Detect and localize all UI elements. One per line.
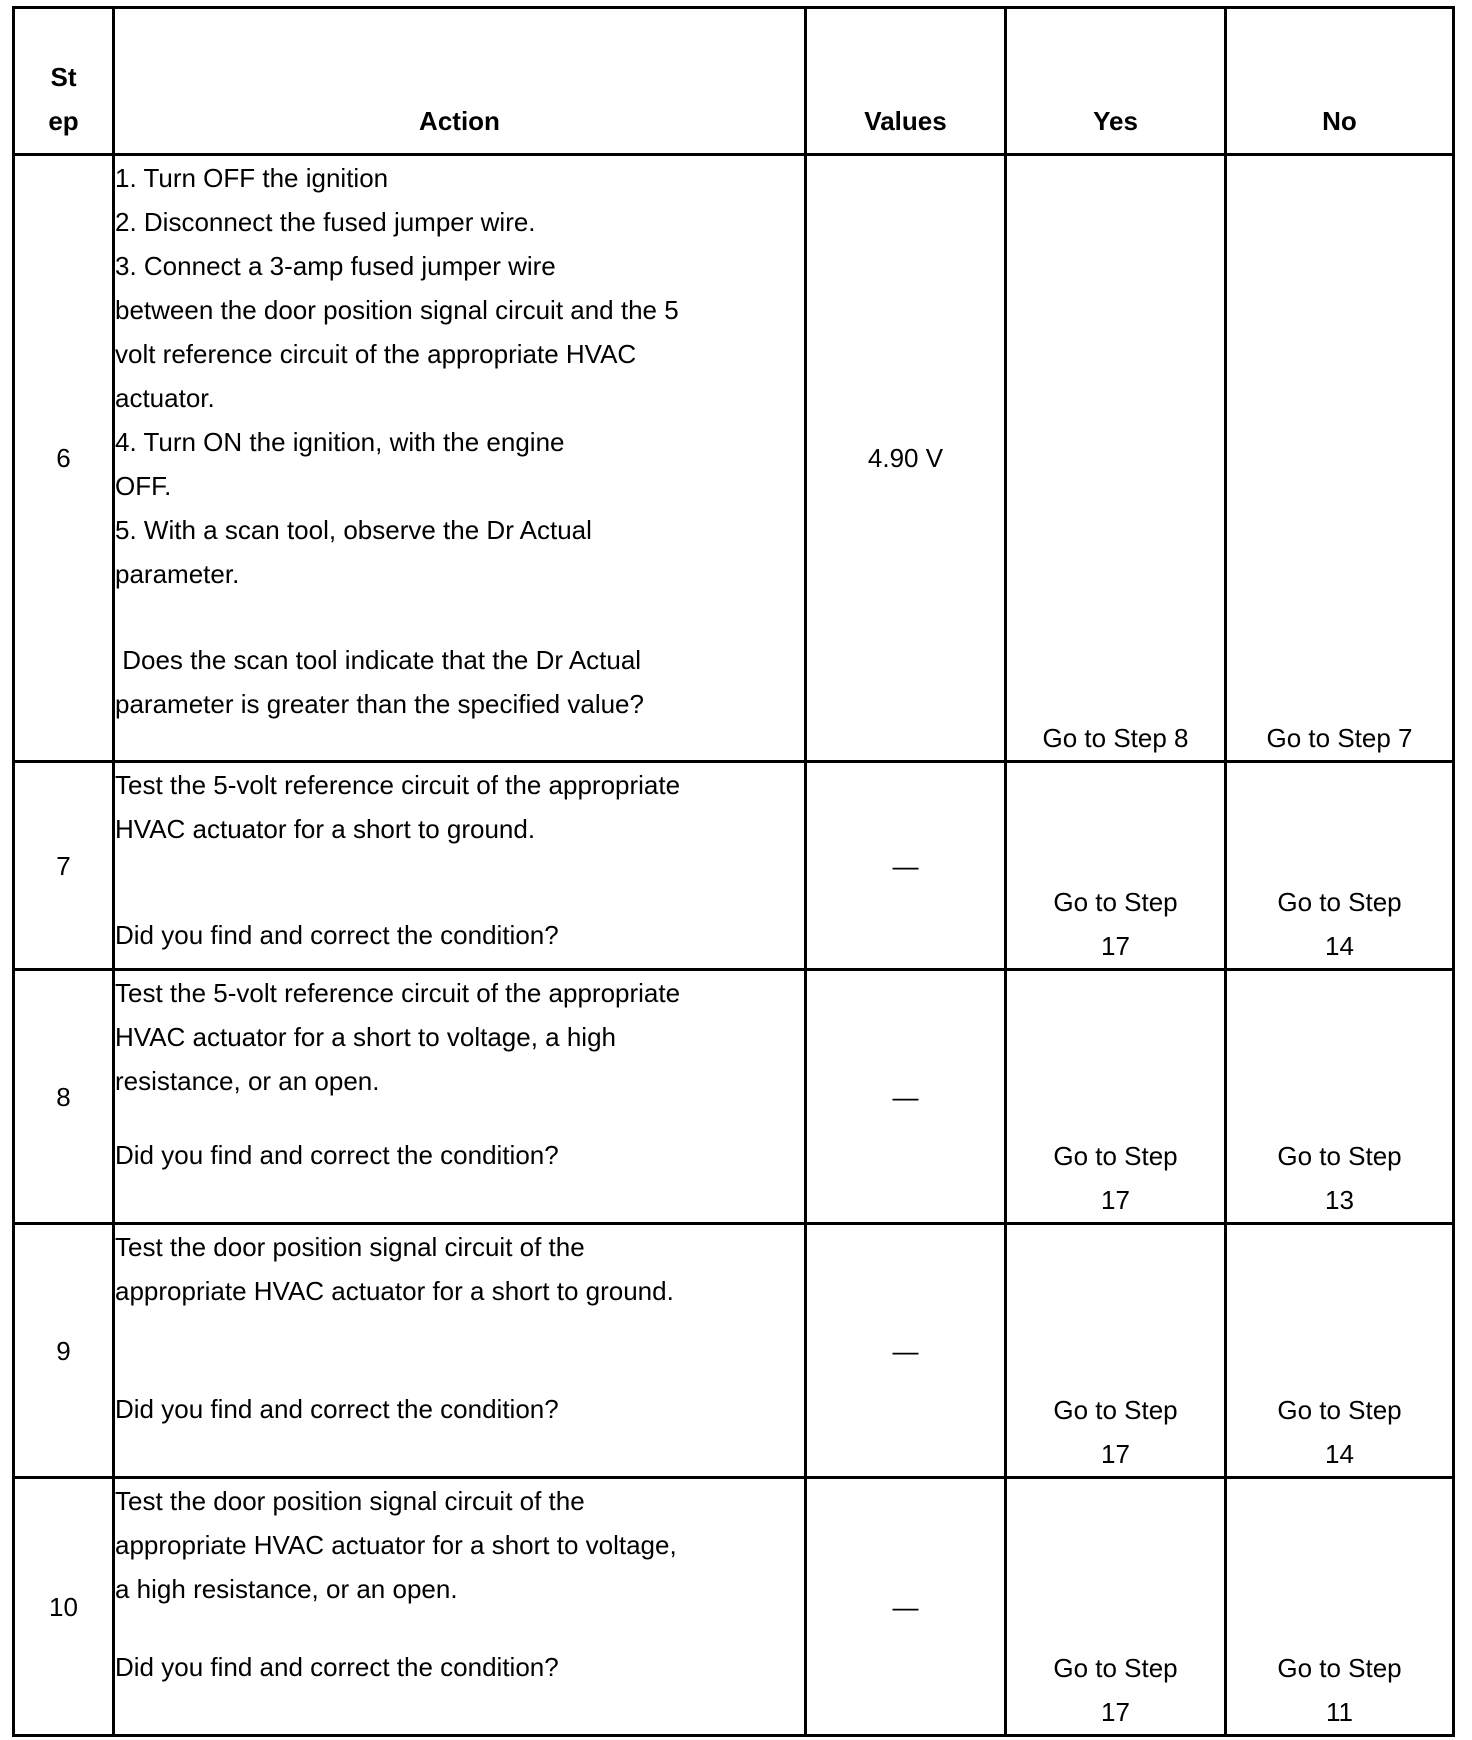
spacer: [115, 1313, 804, 1387]
value-cell: —: [806, 1224, 1006, 1478]
no-cell: Go to Step 7: [1226, 155, 1454, 762]
action-line: actuator.: [115, 383, 215, 413]
step-number: 8: [14, 970, 114, 1224]
question-line: Did you find and correct the condition?: [115, 920, 559, 950]
no-text: Go to Step 14: [1277, 887, 1402, 961]
action-cell: [114, 762, 806, 970]
table-row: [14, 970, 1454, 1224]
no-text: Go to Step 14: [1277, 1395, 1402, 1469]
yes-cell: [1006, 762, 1226, 970]
action-line: OFF.: [115, 471, 172, 501]
no-cell: [1226, 970, 1454, 1224]
action-line: Test the 5-volt reference circuit of the appropriate: [115, 770, 681, 800]
action-line: HVAC actuator for a short to voltage, a high: [115, 1022, 617, 1052]
action-line: resistance, or an open.: [115, 1066, 380, 1096]
action-line: between the door position signal circuit and the 5: [115, 295, 679, 325]
no-cell: [1226, 1224, 1454, 1478]
yes-cell: [1006, 970, 1226, 1224]
spacer: [115, 851, 804, 913]
action-cell: [114, 1224, 806, 1478]
yes-cell: [1006, 1224, 1226, 1478]
header-yes: Yes: [1006, 8, 1226, 155]
action-cell: [114, 970, 806, 1224]
question-line: Did you find and correct the condition?: [115, 1140, 559, 1170]
action-line: 1. Turn OFF the ignition: [115, 163, 389, 193]
action-line: Test the door position signal circuit of the: [115, 1232, 585, 1262]
action-line: 4. Turn ON the ignition, with the engine: [115, 427, 565, 457]
yes-text: Go to Step 17: [1053, 1141, 1178, 1215]
action-line: volt reference circuit of the appropriate HVAC: [115, 339, 637, 369]
question-line: Did you find and correct the condition?: [115, 1394, 559, 1424]
no-text: Go to Step 13: [1277, 1141, 1402, 1215]
header-step: [14, 8, 114, 155]
header-step-line1: St: [50, 62, 77, 92]
no-cell: [1226, 762, 1454, 970]
header-step-line2: ep: [48, 106, 79, 136]
yes-text: Go to Step 17: [1053, 887, 1178, 961]
yes-text: Go to Step 17: [1053, 1653, 1178, 1727]
value-cell: 4.90 V: [806, 155, 1006, 762]
yes-cell: Go to Step 8: [1006, 155, 1226, 762]
action-cell: [114, 155, 806, 762]
spacer: [115, 1103, 804, 1133]
action-line: appropriate HVAC actuator for a short to ground.: [115, 1276, 674, 1306]
table-row: [14, 1224, 1454, 1478]
value-cell: —: [806, 1478, 1006, 1736]
action-line: appropriate HVAC actuator for a short to voltage,: [115, 1530, 677, 1560]
no-text: Go to Step 11: [1277, 1653, 1402, 1727]
header-values: Values: [806, 8, 1006, 155]
step-number: 7: [14, 762, 114, 970]
header-row: [14, 8, 1454, 155]
diagnostic-table: [12, 6, 1455, 1737]
action-cell: [114, 1478, 806, 1736]
action-line: HVAC actuator for a short to ground.: [115, 814, 536, 844]
table-row: [14, 155, 1454, 762]
action-line: parameter.: [115, 559, 240, 589]
spacer: [115, 596, 804, 638]
step-number: 9: [14, 1224, 114, 1478]
action-line: Test the door position signal circuit of the: [115, 1486, 585, 1516]
question-line: Does the scan tool indicate that the Dr Actual: [115, 645, 642, 675]
action-line: 5. With a scan tool, observe the Dr Actual: [115, 515, 592, 545]
question-line: parameter is greater than the specified value?: [115, 689, 644, 719]
header-no: No: [1226, 8, 1454, 155]
header-action: Action: [114, 8, 806, 155]
action-line: Test the 5-volt reference circuit of the appropriate: [115, 978, 681, 1008]
spacer: [115, 1611, 804, 1645]
yes-text: Go to Step 17: [1053, 1395, 1178, 1469]
step-number: 6: [14, 155, 114, 762]
table-row: [14, 1478, 1454, 1736]
value-cell: —: [806, 970, 1006, 1224]
step-number: 10: [14, 1478, 114, 1736]
action-line: 3. Connect a 3-amp fused jumper wire: [115, 251, 556, 281]
value-cell: —: [806, 762, 1006, 970]
question-line: Did you find and correct the condition?: [115, 1652, 559, 1682]
yes-cell: [1006, 1478, 1226, 1736]
action-line: a high resistance, or an open.: [115, 1574, 458, 1604]
table-row: [14, 762, 1454, 970]
no-cell: [1226, 1478, 1454, 1736]
action-line: 2. Disconnect the fused jumper wire.: [115, 207, 536, 237]
